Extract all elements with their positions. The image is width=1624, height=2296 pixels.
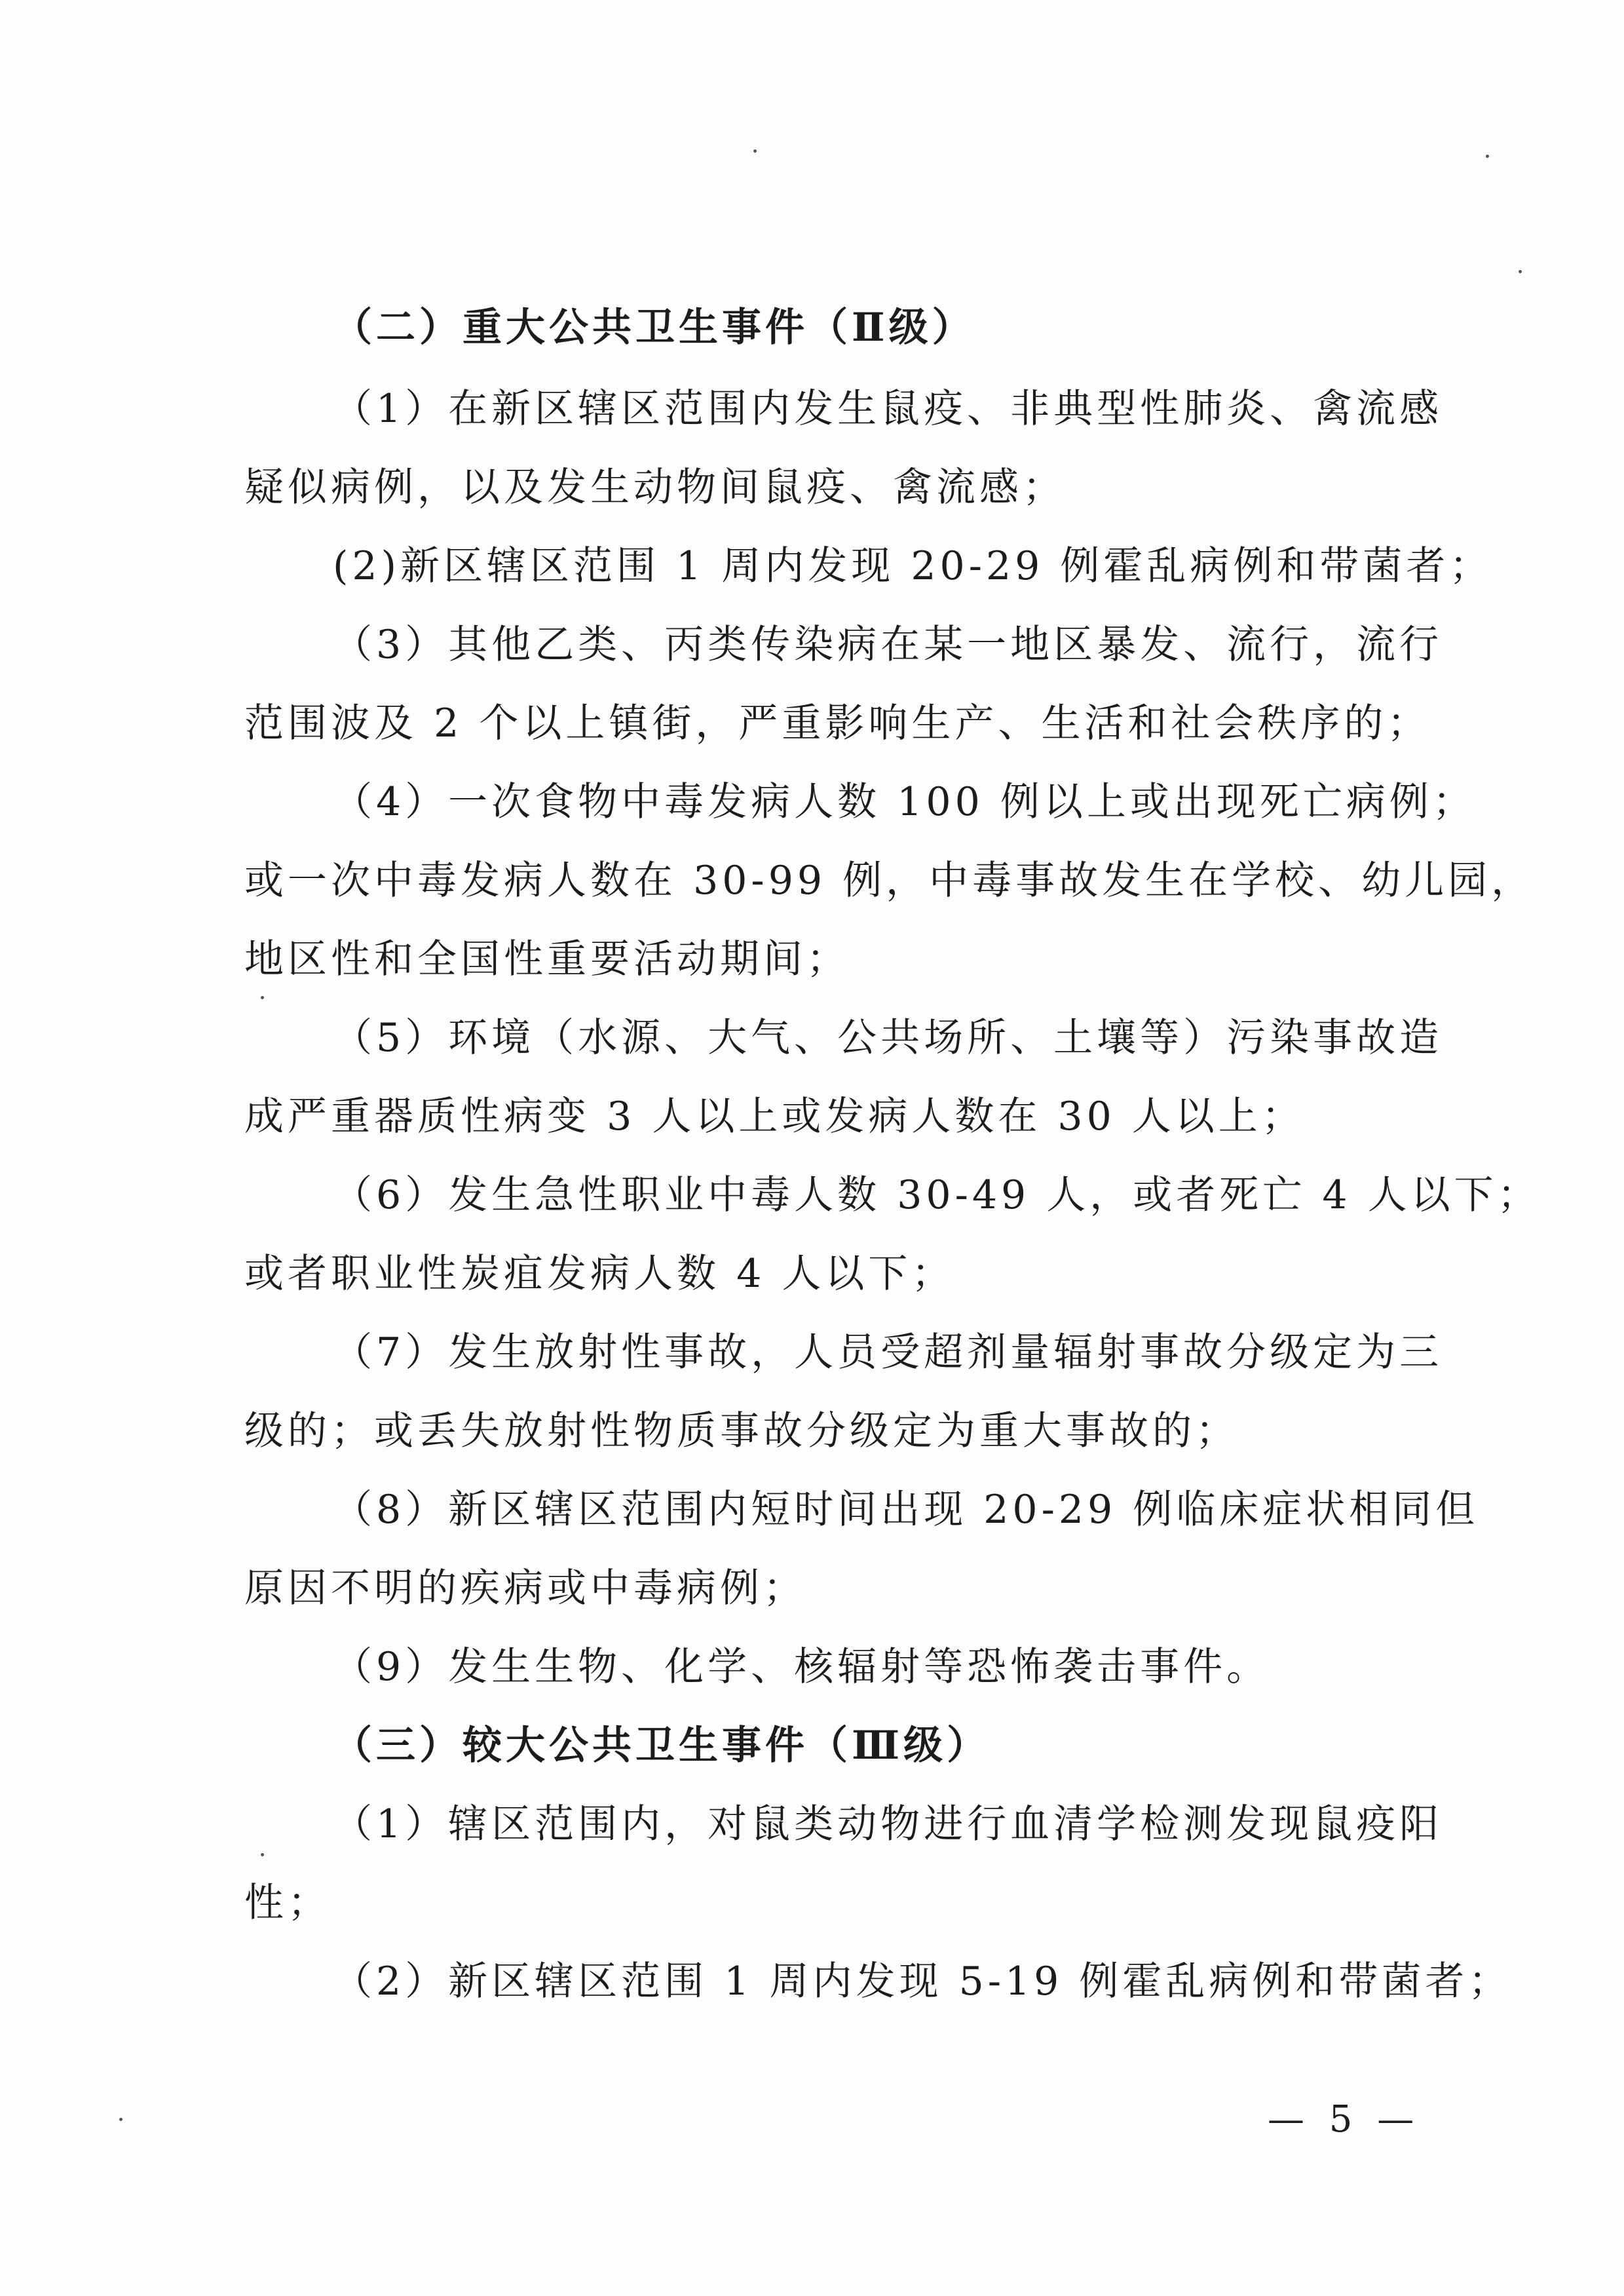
section-heading-major: （二）重大公共卫生事件（Ⅱ级） [333,305,975,351]
paragraph-line: 成严重器质性病变 3 人以上或发病人数在 30 人以上； [244,1094,1305,1139]
paragraph-line: (2)新区辖区范围 1 周内发现 20-29 例霍乱病例和带菌者； [333,543,1493,589]
paragraph-line: （2）新区辖区范围 1 周内发现 5-19 例霍乱病例和带菌者； [333,1959,1512,2004]
scan-speck [119,2118,123,2121]
paragraph-line: 地区性和全国性重要活动期间； [244,936,850,982]
page-number: — 5 — [1268,2098,1421,2141]
paragraph-line: （5）环境（水源、大气、公共场所、土壤等）污染事故造 [333,1015,1443,1061]
scan-speck [261,1853,264,1856]
paragraph-line: （7）发生放射性事故，人员受超剂量辐射事故分级定为三 [333,1330,1443,1375]
paragraph-line: 或者职业性炭疽发病人数 4 人以下； [244,1251,955,1297]
paragraph-line: 级的；或丢失放射性物质事故分级定为重大事故的； [244,1408,1239,1454]
section-heading-larger: （三）较大公共卫生事件（Ⅲ级） [333,1723,991,1769]
paragraph-line: （1）在新区辖区范围内发生鼠疫、非典型性肺炎、禽流感 [333,386,1443,432]
paragraph-line: 疑似病例，以及发生动物间鼠疫、禽流感； [244,465,1066,510]
paragraph-line: 范围波及 2 个以上镇街，严重影响生产、生活和社会秩序的； [244,700,1431,746]
paragraph-line: （1）辖区范围内，对鼠类动物进行血清学检测发现鼠疫阳 [333,1801,1443,1847]
paragraph-line: 或一次中毒发病人数在 30-99 例，中毒事故发生在学校、幼儿园， [244,858,1535,904]
scan-speck [1486,155,1489,158]
paragraph-line: 性； [244,1880,331,1926]
paragraph-line: （4）一次食物中毒发病人数 100 例以上或出现死亡病例； [333,779,1476,825]
scan-speck [1519,270,1522,273]
paragraph-line: （9）发生生物、化学、核辐射等恐怖袭击事件。 [333,1644,1270,1690]
paragraph-line: （8）新区辖区范围内短时间出现 20-29 例临床症状相同但 [333,1487,1479,1533]
paragraph-line: （3）其他乙类、丙类传染病在某一地区暴发、流行，流行 [333,622,1443,668]
scan-speck [753,149,757,153]
paragraph-line: （6）发生急性职业中毒人数 30-49 人，或者死亡 4 人以下； [333,1172,1541,1218]
paragraph-line: 原因不明的疾病或中毒病例； [244,1565,806,1611]
scan-speck [261,996,264,999]
